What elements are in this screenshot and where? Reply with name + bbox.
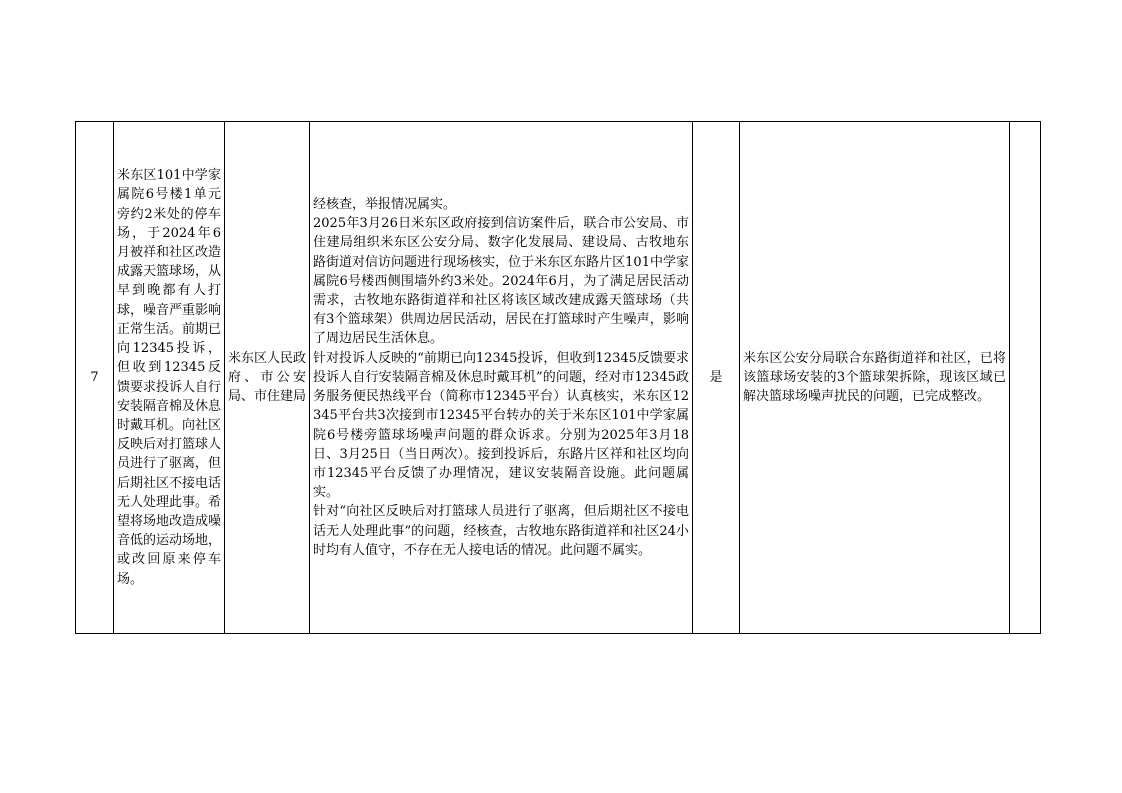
rectification-cell: 米东区公安分局联合东路街道祥和社区，已将该篮球场安装的3个篮球架拆除，现该区域已解决篮球场噪声扰民的问题，已完成整改。	[740, 122, 1010, 634]
complaint-table	[75, 121, 1041, 634]
table-row	[76, 122, 1041, 634]
problem-description-cell: 米东区101中学家属院6号楼1单元旁约2米处的停车场，于2024年6月被祥和社区改造成露天篮球场，从早到晚都有人打球，噪音严重影响正常生活。前期已向12345投诉，但收到12345反馈要求投诉人自行安装隔音棉及休息时戴耳机。向社区反映后对打篮球人员进行了驱离，但后期社区不接电话无人处理此事。希望将场地改造成噪音低的运动场地，或改回原来停车场。	[114, 122, 225, 634]
row-number-cell: 7	[76, 122, 114, 634]
is-true-cell: 是	[693, 122, 740, 634]
result-paragraph: 针对投诉人反映的“前期已向12345投诉，但收到12345反馈要求投诉人自行安装隔音棉及休息时戴耳机”的问题，经对市12345政务服务便民热线平台（简称市12345平台）认真核实，米东区12345平台共3次接到市12345平台转办的关于米东区101中学家属院6号楼旁篮球场噪声问题的群众诉求。分别为2025年3月18日、3月25日（当日两次）。接到投诉后，东路片区祥和社区均向市12345平台反馈了办理情况，建议安装隔音设施。此问题属实。	[313, 350, 689, 501]
investigation-result-cell	[310, 122, 693, 634]
result-paragraph: 针对“向社区反映后对打篮球人员进行了驱离，但后期社区不接电话无人处理此事”的问题，经核查，古牧地东路街道祥和社区24小时均有人值守，不存在无人接电话的情况。此问题不属实。	[313, 504, 689, 558]
remark-cell	[1010, 122, 1041, 634]
responsible-department-cell: 米东区人民政府、市公安局、市住建局	[225, 122, 310, 634]
result-paragraph: 2025年3月26日米东区政府接到信访案件后，联合市公安局、市住建局组织米东区公安分局、数字化发展局、建设局、古牧地东路街道对信访问题进行现场核实，位于米东区东路片区101中学家属院6号楼西侧围墙外约3米处。2024年6月，为了满足居民活动需求，古牧地东路街道祥和社区将该区域改建成露天篮球场（共有3个篮球架）供周边居民活动，居民在打篮球时产生噪声，影响了周边居民生活休息。	[313, 216, 689, 347]
result-paragraph: 经核查，举报情况属实。	[313, 197, 457, 213]
